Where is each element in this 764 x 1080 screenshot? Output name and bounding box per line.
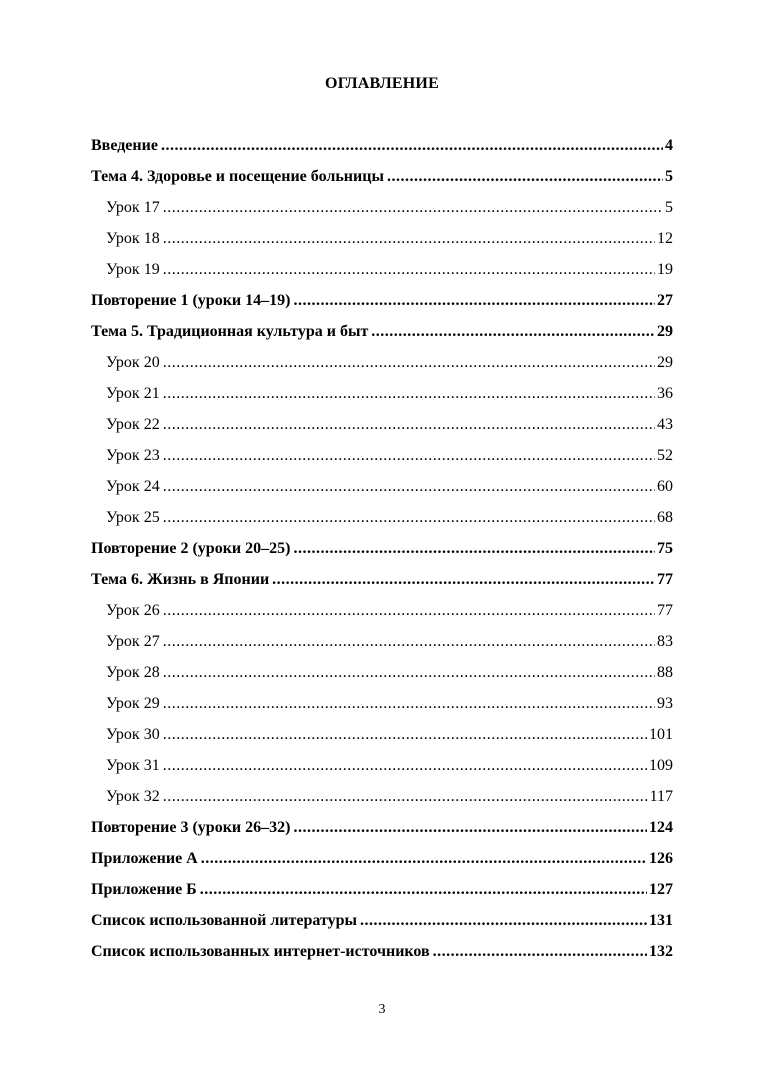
toc-lesson-entry[interactable] [91, 599, 673, 630]
toc-entry-label: Урок 27 [106, 633, 160, 650]
toc-entry-page-number: 43 [657, 416, 673, 433]
toc-lesson-entry[interactable] [91, 785, 673, 816]
toc-lesson-entry[interactable] [91, 382, 673, 413]
toc-entry-page-number: 83 [657, 633, 673, 650]
toc-entry-label: Приложение А [91, 850, 198, 867]
toc-entry-label: Введение [91, 137, 158, 154]
toc-entry-label: Урок 32 [106, 788, 160, 805]
toc-lesson-entry[interactable] [91, 692, 673, 723]
toc-entry-page-number: 68 [657, 509, 673, 526]
toc-entry-label: Повторение 3 (уроки 26–32) [91, 819, 291, 836]
toc-entry-page-number: 132 [649, 943, 673, 960]
toc-entry-page-number: 52 [657, 447, 673, 464]
toc-dot-leader [200, 878, 647, 902]
toc-entry-label: Урок 21 [106, 385, 160, 402]
toc-entry-page-number: 101 [649, 726, 673, 743]
toc-entry-page-number: 127 [649, 881, 673, 898]
toc-dot-leader [163, 754, 647, 778]
toc-section-entry[interactable] [91, 134, 673, 165]
toc-dot-leader [360, 909, 647, 933]
toc-dot-leader [371, 320, 655, 344]
toc-entry-label: Список использованной литературы [91, 912, 357, 929]
toc-lesson-entry[interactable] [91, 661, 673, 692]
toc-dot-leader [163, 196, 663, 220]
toc-entry-label: Приложение Б [91, 881, 197, 898]
toc-entry-page-number: 19 [657, 261, 673, 278]
toc-dot-leader [163, 661, 655, 685]
toc-entry-page-number: 5 [665, 168, 673, 185]
toc-lesson-entry[interactable] [91, 258, 673, 289]
toc-entry-page-number: 27 [657, 292, 673, 309]
toc-entry-page-number: 29 [657, 354, 673, 371]
toc-entry-page-number: 4 [665, 137, 673, 154]
toc-dot-leader [163, 630, 655, 654]
toc-entry-label: Урок 29 [106, 695, 160, 712]
toc-section-entry[interactable] [91, 289, 673, 320]
toc-lesson-entry[interactable] [91, 475, 673, 506]
toc-entry-label: Урок 22 [106, 416, 160, 433]
toc-entry-label: Урок 31 [106, 757, 160, 774]
page-title: ОГЛАВЛЕНИЕ [325, 75, 439, 92]
toc-section-entry[interactable] [91, 909, 673, 940]
toc-lesson-entry[interactable] [91, 754, 673, 785]
toc-entry-page-number: 75 [657, 540, 673, 557]
toc-dot-leader [163, 692, 655, 716]
toc-dot-leader [161, 134, 663, 158]
toc-entry-label: Урок 26 [106, 602, 160, 619]
toc-entry-page-number: 77 [657, 602, 673, 619]
toc-entry-label: Урок 18 [106, 230, 160, 247]
toc-dot-leader [293, 816, 647, 840]
toc-lesson-entry[interactable] [91, 723, 673, 754]
toc-dot-leader [163, 227, 655, 251]
toc-entry-label: Повторение 1 (уроки 14–19) [91, 292, 291, 309]
toc-section-entry[interactable] [91, 537, 673, 568]
toc-entry-page-number: 12 [657, 230, 673, 247]
toc-entry-page-number: 93 [657, 695, 673, 712]
toc-entry-page-number: 124 [649, 819, 673, 836]
toc-entry-page-number: 117 [649, 788, 673, 805]
toc-dot-leader [272, 568, 655, 592]
toc-dot-leader [201, 847, 647, 871]
toc-entry-label: Тема 4. Здоровье и посещение больницы [91, 168, 384, 185]
toc-dot-leader [163, 475, 655, 499]
toc-entry-page-number: 131 [649, 912, 673, 929]
toc-lesson-entry[interactable] [91, 444, 673, 475]
toc-dot-leader [293, 289, 655, 313]
toc-entry-page-number: 5 [665, 199, 673, 216]
toc-dot-leader [163, 599, 655, 623]
toc-lesson-entry[interactable] [91, 196, 673, 227]
toc-entry-label: Урок 30 [106, 726, 160, 743]
toc-entry-label: Урок 25 [106, 509, 160, 526]
toc-dot-leader [163, 382, 655, 406]
toc-section-entry[interactable] [91, 320, 673, 351]
toc-dot-leader [293, 537, 655, 561]
toc-entry-page-number: 126 [649, 850, 673, 867]
table-of-contents [91, 134, 673, 971]
toc-dot-leader [163, 258, 655, 282]
toc-lesson-entry[interactable] [91, 351, 673, 382]
toc-lesson-entry[interactable] [91, 630, 673, 661]
toc-section-entry[interactable] [91, 878, 673, 909]
toc-entry-page-number: 29 [657, 323, 673, 340]
toc-dot-leader [163, 444, 655, 468]
toc-section-entry[interactable] [91, 165, 673, 196]
toc-dot-leader [163, 351, 655, 375]
toc-dot-leader [163, 723, 647, 747]
toc-lesson-entry[interactable] [91, 413, 673, 444]
toc-entry-label: Урок 19 [106, 261, 160, 278]
toc-entry-label: Список использованных интернет-источников [91, 943, 430, 960]
toc-entry-page-number: 109 [649, 757, 673, 774]
toc-section-entry[interactable] [91, 847, 673, 878]
page-number: 3 [378, 1002, 386, 1017]
toc-entry-page-number: 77 [657, 571, 673, 588]
toc-entry-label: Урок 28 [106, 664, 160, 681]
toc-entry-label: Урок 23 [106, 447, 160, 464]
toc-lesson-entry[interactable] [91, 227, 673, 258]
toc-section-entry[interactable] [91, 568, 673, 599]
toc-entry-page-number: 88 [657, 664, 673, 681]
toc-entry-label: Урок 20 [106, 354, 160, 371]
toc-section-entry[interactable] [91, 940, 673, 971]
toc-entry-label: Тема 5. Традиционная культура и быт [91, 323, 369, 340]
toc-dot-leader [387, 165, 663, 189]
toc-entry-page-number: 60 [657, 478, 673, 495]
toc-lesson-entry[interactable] [91, 506, 673, 537]
toc-entry-page-number: 36 [657, 385, 673, 402]
toc-entry-label: Урок 17 [106, 199, 160, 216]
toc-entry-label: Урок 24 [106, 478, 160, 495]
toc-dot-leader [163, 506, 655, 530]
toc-dot-leader [433, 940, 647, 964]
toc-dot-leader [163, 785, 648, 809]
toc-entry-label: Тема 6. Жизнь в Японии [91, 571, 270, 588]
toc-section-entry[interactable] [91, 816, 673, 847]
toc-dot-leader [163, 413, 655, 437]
toc-entry-label: Повторение 2 (уроки 20–25) [91, 540, 291, 557]
